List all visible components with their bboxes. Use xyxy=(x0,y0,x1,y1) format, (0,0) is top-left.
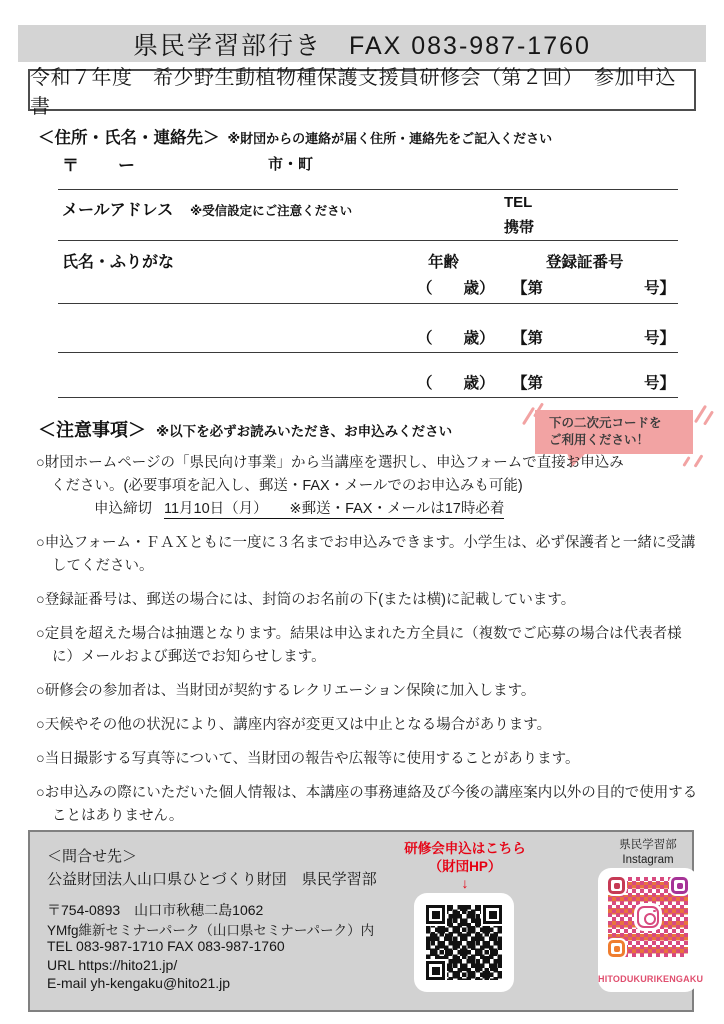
fax-destination-text: 県民学習部行き FAX 083-987-1760 xyxy=(133,31,591,60)
note-item: ○研修会の参加者は、当財団が契約するレクリエーション保険に加入します。 xyxy=(36,683,536,699)
notes-heading: ＜注意事項＞ xyxy=(38,420,146,440)
instagram-logo-icon xyxy=(637,906,659,928)
name-write-line-1 xyxy=(58,303,678,304)
fax-destination-banner xyxy=(18,25,706,62)
down-arrow-icon: ↓ xyxy=(461,875,469,891)
email-label: メールアドレス xyxy=(62,202,174,219)
postal-mark: 〒 xyxy=(62,156,79,175)
deadline-label: 申込締切 xyxy=(94,501,152,517)
note-item-application xyxy=(36,452,700,521)
qr-finder-icon xyxy=(483,905,502,924)
email-note: ※受信設定にご注意ください xyxy=(190,204,353,218)
badge-bubble xyxy=(535,410,693,454)
city-town-label: 市・町 xyxy=(268,156,314,173)
note-item: ○お申込みの際にいただいた個人情報は、本講座の事務連絡及び今後の講座案内以外の目的で使用することはありません。 xyxy=(36,785,698,824)
apply-qr-icon xyxy=(426,905,502,980)
badge-spark-line xyxy=(703,410,714,425)
postal-address: 〒754-0893 山口市秋穂二島1062 xyxy=(47,902,264,918)
contact-heading: ＜住所・氏名・連絡先＞ xyxy=(38,129,220,147)
qr-finder-icon xyxy=(426,961,445,980)
tel-fax-numbers: TEL 083-987-1710 FAX 083-987-1760 xyxy=(47,938,285,954)
inquiry-heading: ＜問合せ先＞ xyxy=(47,848,138,865)
reg-prefix-row2: 【第 xyxy=(512,330,544,347)
badge-text-line2: ご利用ください！ xyxy=(549,433,650,447)
email-write-line xyxy=(58,240,678,241)
notes-section-heading xyxy=(38,416,452,442)
qr-finder-icon xyxy=(426,905,445,924)
note-item: ○当日撮影する写真等について、当財団の報告や広報等に使用することがあります。 xyxy=(36,751,580,767)
instagram-label-line2: Instagram xyxy=(622,854,674,866)
contact-section-heading xyxy=(38,124,552,148)
instagram-handle: HITODUKURIKENGAKU xyxy=(598,974,704,984)
reg-no-label: 登録証番号 xyxy=(546,254,624,271)
note-item: ○登録証番号は、郵送の場合には、封筒のお名前の下(または横)に記載しています。 xyxy=(36,592,576,608)
note1-deadline-line xyxy=(36,498,700,521)
reg-prefix-row1: 【第 xyxy=(512,280,544,297)
apply-qr-card xyxy=(414,893,514,992)
building-address: YMfg維新セミナーパーク（山口県セミナーパーク）内 xyxy=(47,923,375,938)
notes-heading-note: ※以下を必ずお読みいただき、お申込みください xyxy=(156,424,453,439)
reg-suffix-row3: 号】 xyxy=(644,375,676,392)
name-write-line-2 xyxy=(58,352,678,353)
note-item: ○天候やその他の状況により、講座内容が変更又は中止となる場合があります。 xyxy=(36,717,552,733)
note1-line1: ○財団ホームページの「県民向け事業」から当講座を選択し、申込フォームで直接お申込み xyxy=(36,455,624,471)
qr-finder-icon xyxy=(608,877,625,894)
apply-qr-label-line2: （財団HP） xyxy=(428,859,502,874)
instagram-label xyxy=(598,838,698,868)
instagram-qr-card xyxy=(598,868,704,992)
reg-suffix-row1: 号】 xyxy=(644,280,676,297)
note-item: ○定員を超えた場合は抽選となります。結果は申込まれた方全員に（複数でご応募の場合は代表者様に）メールおよび郵送でお知らせします。 xyxy=(36,626,682,665)
contact-info-footer xyxy=(28,830,704,1012)
contact-heading-note: ※財団からの連絡が届く住所・連絡先をご記入ください xyxy=(227,131,553,146)
tel-label: TEL xyxy=(504,194,533,211)
reg-prefix-row3: 【第 xyxy=(512,375,544,392)
instagram-label-line1: 県民学習部 xyxy=(619,839,677,851)
note1-line2: ください。(必要事項を記入し、郵送・FAX・メールでのお申込みも可能) xyxy=(51,478,523,494)
reg-suffix-row2: 号】 xyxy=(644,330,676,347)
qr-finder-icon xyxy=(671,877,688,894)
postal-dash: ー xyxy=(118,156,135,175)
deadline-value: 11月10日（月） ※郵送・FAX・メールは17時必着 xyxy=(164,501,505,517)
website-url: URL https://hito21.jp/ xyxy=(47,957,178,973)
organization-name: 公益財団法人山口県ひとづくり財団 県民学習部 xyxy=(47,871,377,888)
notes-list xyxy=(36,452,700,839)
name-label: 氏名・ふりがな xyxy=(62,254,175,271)
instagram-qr-icon xyxy=(608,877,688,957)
age-field-row2: （ 歳） xyxy=(417,330,495,347)
age-label: 年齢 xyxy=(428,254,460,271)
age-field-row1: （ 歳） xyxy=(417,280,495,297)
name-write-line-3 xyxy=(58,397,678,398)
email-address: E-mail yh-kengaku@hito21.jp xyxy=(47,975,231,991)
age-field-row3: （ 歳） xyxy=(417,375,495,392)
badge-text-line1: 下の二次元コードを xyxy=(549,416,662,430)
mobile-label: 携帯 xyxy=(504,219,535,236)
apply-qr-label xyxy=(385,840,545,891)
apply-qr-label-line1: 研修会申込はこちら xyxy=(404,841,526,856)
address-write-line xyxy=(58,189,678,190)
document-title-box xyxy=(28,67,696,118)
qr-finder-icon xyxy=(608,940,625,957)
note-item: ○申込フォーム・ＦＡＸともに一度に３名までお申込みできます。小学生は、必ず保護者と一緒に受講してください。 xyxy=(36,535,696,574)
document-title: 令和７年度 希少野生動植物種保護支援員研修会（第２回） 参加申込書 xyxy=(30,67,676,118)
